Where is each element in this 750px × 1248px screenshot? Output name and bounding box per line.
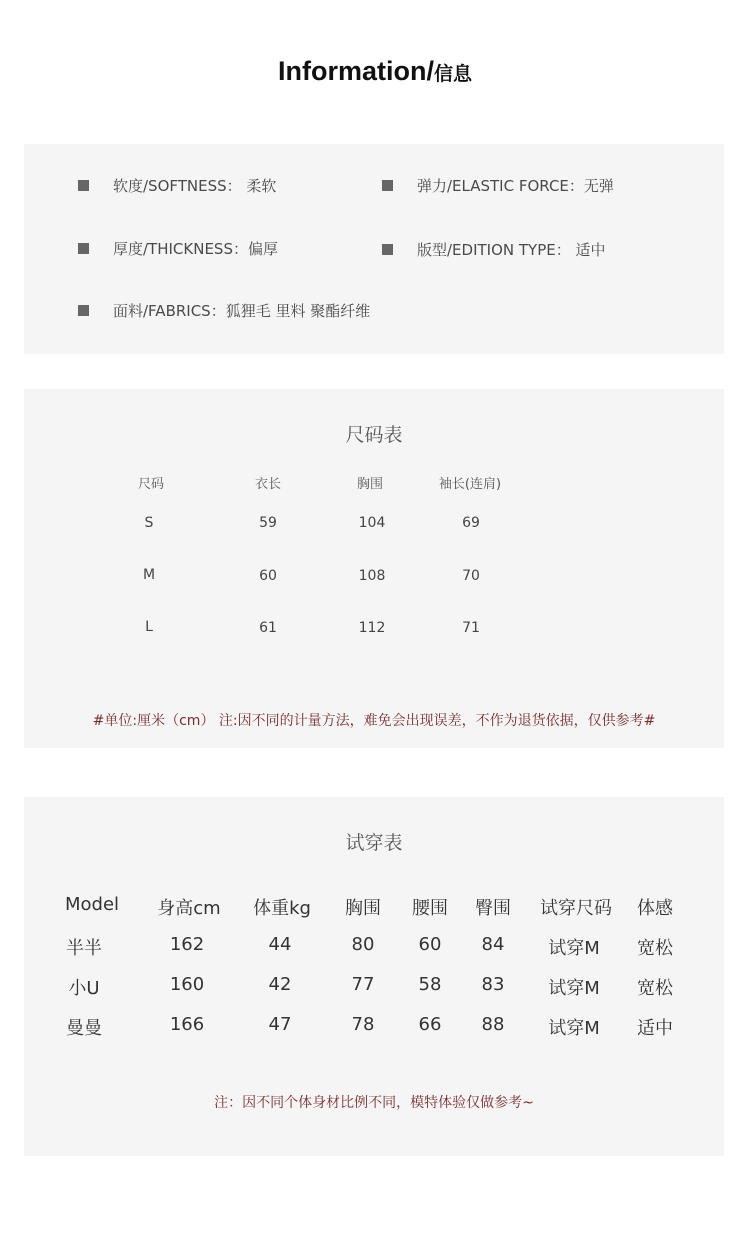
size-chart-title: 尺码表 (345, 424, 403, 446)
try-header-cell: 臀围 (475, 898, 511, 919)
try-on-title: 试穿表 (345, 832, 403, 854)
square-bullet-icon (78, 180, 89, 191)
info-panel (24, 144, 724, 354)
try-table-cell: 宽松 (637, 938, 673, 959)
try-table-cell: 小U (68, 978, 100, 999)
attr-edition-label: 版型/EDITION TYPE： 适中 (417, 241, 606, 259)
square-bullet-icon (78, 243, 89, 254)
try-table-cell: 试穿M (548, 938, 600, 959)
try-header-cell: 胸围 (345, 898, 381, 919)
size-chart-panel (24, 389, 724, 748)
try-table-cell: 宽松 (637, 978, 673, 999)
try-table-cell: 44 (268, 934, 292, 955)
page-title-en: Information/ (277, 56, 434, 86)
page-title-zh: 信息 (433, 63, 472, 85)
try-table-cell: 58 (418, 974, 442, 995)
attr-fabrics-label: 面料/FABRICS：狐狸毛 里料 聚酯纤维 (113, 302, 371, 320)
try-table-cell: 47 (268, 1014, 292, 1035)
try-table-cell: 83 (481, 974, 505, 995)
attr-softness (78, 176, 276, 196)
size-table-cell: 104 (358, 515, 386, 531)
try-table-cell: 80 (351, 934, 375, 955)
try-header-cell: 体感 (637, 898, 673, 919)
size-table-cell: 112 (358, 620, 386, 636)
try-table-cell: 60 (418, 934, 442, 955)
try-on-note: 注：因不同个体身材比例不同，模特体验仅做参考~ (214, 1095, 534, 1111)
try-table-cell: 试穿M (548, 978, 600, 999)
try-header-cell: 腰围 (412, 898, 448, 919)
attr-fabrics (78, 301, 370, 321)
try-table-cell: 166 (169, 1014, 205, 1035)
try-on-panel (24, 797, 724, 1156)
try-header-cell: 体重kg (253, 898, 311, 919)
size-table-cell: L (145, 619, 153, 635)
try-table-cell: 适中 (637, 1018, 673, 1039)
square-bullet-icon (382, 244, 393, 255)
size-table-cell: 59 (259, 515, 277, 531)
try-table-cell: 42 (268, 974, 292, 995)
try-table-cell: 78 (351, 1014, 375, 1035)
size-header-cell: 袖长(连肩) (438, 477, 502, 492)
size-table-cell: M (142, 567, 156, 583)
attr-thickness (78, 239, 278, 259)
page-title (0, 56, 750, 87)
size-table-cell: 60 (259, 568, 277, 584)
attr-thickness-label: 厚度/THICKNESS：偏厚 (113, 240, 278, 258)
size-chart-note: #单位:厘米（cm） 注:因不同的计量方法，难免会出现误差，不作为退货依据，仅供参考# (92, 713, 656, 729)
try-header-cell: 试穿尺码 (540, 898, 612, 919)
attr-edition (382, 240, 606, 260)
try-header-cell: Model (64, 894, 120, 915)
attr-softness-label: 软度/SOFTNESS： 柔软 (113, 177, 277, 195)
size-header-cell: 衣长 (254, 477, 282, 492)
try-header-cell: 身高cm (157, 898, 221, 919)
try-table-cell: 77 (351, 974, 375, 995)
attr-elastic (382, 176, 614, 196)
try-table-cell: 半半 (66, 938, 102, 959)
size-table-cell: 69 (462, 515, 480, 531)
size-header-cell: 胸围 (356, 477, 384, 492)
try-table-cell: 84 (481, 934, 505, 955)
try-table-cell: 66 (418, 1014, 442, 1035)
square-bullet-icon (382, 180, 393, 191)
size-table-cell: 70 (462, 568, 480, 584)
square-bullet-icon (78, 305, 89, 316)
size-table-cell: S (144, 515, 154, 531)
size-table-cell: 61 (259, 620, 277, 636)
size-table-cell: 108 (358, 568, 386, 584)
try-table-cell: 曼曼 (66, 1018, 102, 1039)
size-table-cell: 71 (462, 620, 480, 636)
try-table-cell: 88 (481, 1014, 505, 1035)
try-table-cell: 160 (169, 974, 205, 995)
try-table-cell: 试穿M (548, 1018, 600, 1039)
size-header-cell: 尺码 (137, 477, 165, 492)
try-table-cell: 162 (169, 934, 205, 955)
attr-elastic-label: 弹力/ELASTIC FORCE：无弹 (417, 177, 614, 195)
